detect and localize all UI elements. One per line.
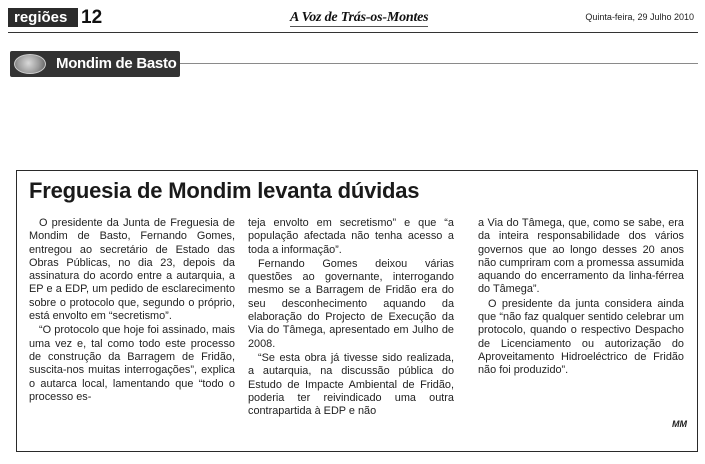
newspaper-masthead: A Voz de Trás-os-Montes	[290, 10, 429, 25]
paragraph: O presidente da junta considera ainda que “não faz qualquer sentido celebrar um protocolo, quando o respectivo Despacho de Licenciamento ou autorização do Aproveitamento Hidroeléctrico de Fridão não foi produzido”.	[478, 297, 684, 377]
paragraph: “O protocolo que hoje foi assinado, mais uma vez e, tal como todo este processo de construção da Barragem de Fridão, suscita-nos muitas interrogações”, explica o autarca local, lamentando que “todo o processo es-	[29, 324, 235, 403]
section-title: Mondim de Basto	[56, 55, 177, 72]
author-initials: MM	[672, 419, 687, 429]
paragraph: a Via do Tâmega, que, como se sabe, era da inteira responsabilidade dos vários governos que ao longo desses 20 anos não cumpriram com a promessa assumida aquando do encerramento da linha-férrea do Tâmega”.	[478, 217, 684, 296]
article-column-2	[248, 217, 454, 419]
article-headline: Freguesia de Mondim levanta dúvidas	[29, 178, 420, 203]
section-tag: regiões	[8, 8, 78, 27]
section-banner	[10, 51, 180, 77]
town-crest-icon	[14, 54, 46, 74]
paragraph: teja envolto em secretismo” e que “a população afectada não tenha acesso a toda a informação”.	[248, 217, 454, 256]
paragraph: “Se esta obra já tivesse sido realizada, a autarquia, na discussão pública do Estudo de Impacte Ambiental de Fridão, poderia ter reivindicado uma outra contrapartida à EDP e não	[248, 351, 454, 418]
page-number: 12	[81, 7, 103, 28]
section-divider	[180, 63, 698, 64]
masthead-underline	[290, 26, 428, 27]
article-column-3	[478, 217, 684, 379]
page-header	[8, 7, 698, 29]
article-column-1	[29, 217, 235, 405]
paragraph: Fernando Gomes deixou várias questões ao governante, interrogando mesmo se a Barragem de Fridão era do seu desconhecimento aquando da elaboração do Projecto de Execução da Via do Tâmega, apresentado em Julho de 2008.	[248, 257, 454, 350]
paragraph: O presidente da Junta de Freguesia de Mondim de Basto, Fernando Gomes, entregou ao secretário de Estado das Obras Públicas, no dia 23, depois da assinatura do acordo entre a autarquia, a EP e a EDP, um pedido de esclarecimento sobre o protocolo que, segundo o próprio, está envolto em “secretismo”.	[29, 217, 235, 323]
issue-date: Quinta-feira, 29 Julho 2010	[585, 12, 694, 22]
article	[16, 170, 698, 452]
header-divider	[8, 32, 698, 33]
